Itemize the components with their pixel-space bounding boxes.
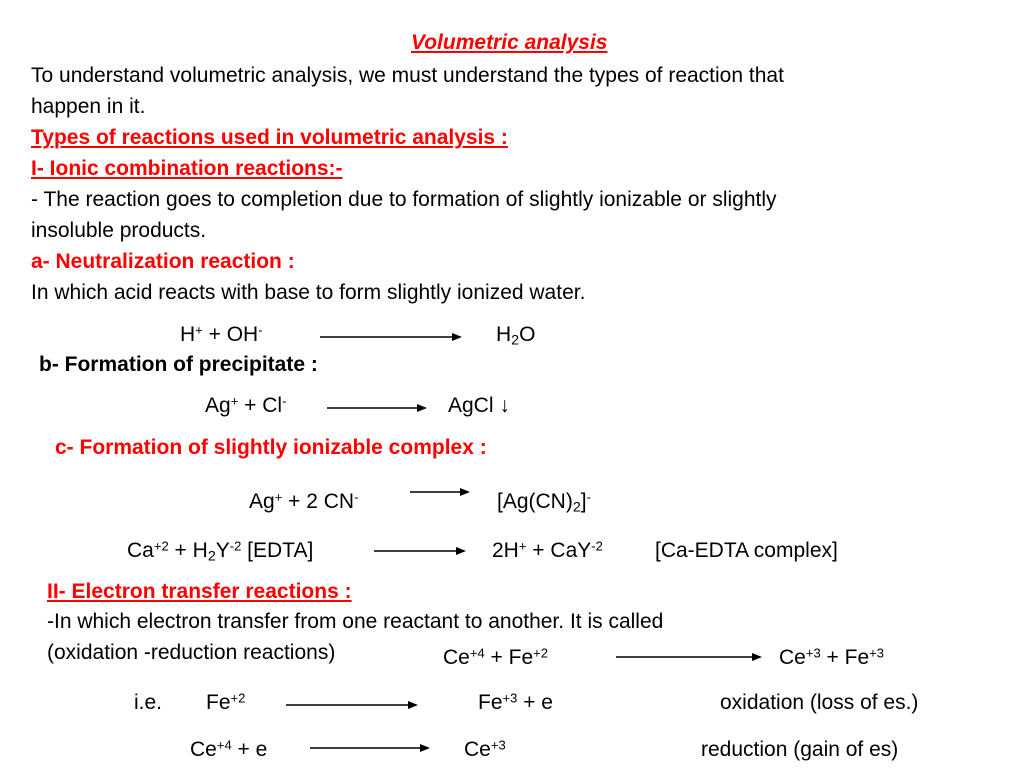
redox-eq-products: $Ce^{+3} + Fe^{+3}$ xyxy=(779,645,884,669)
precipitate-heading: b- Formation of precipitate : xyxy=(39,353,318,376)
oxidation-reactant: $Fe^{+2}$ xyxy=(206,690,246,714)
section-2-desc-line-1: -In which electron transfer from one reactant to another. It is called xyxy=(47,610,664,633)
reduction-label: reduction (gain of es) xyxy=(701,738,899,761)
neutralization-desc: In which acid reacts with base to form slightly ionized water. xyxy=(31,281,586,304)
intro-line-2: happen in it. xyxy=(31,95,146,118)
neutralization-product: $H_2O$ xyxy=(496,323,536,349)
precipitate-arrow xyxy=(327,402,427,414)
neutralization-arrow xyxy=(320,331,462,343)
section-1-heading: I- Ionic combination reactions:- xyxy=(31,157,343,180)
complex-eq2-reactants: $Ca^{+2} + H_2Y^{-2}$ [EDTA] xyxy=(127,538,314,565)
complex-eq1-reactants: Ag+ + 2 CN- xyxy=(249,489,359,513)
types-heading: Types of reactions used in volumetric analysis : xyxy=(31,126,508,149)
reduction-arrow xyxy=(310,742,430,754)
neutralization-reactants: H+ + OH- xyxy=(180,322,263,346)
section-2-desc-line-2: (oxidation -reduction reactions) xyxy=(47,641,336,664)
redox-eq-arrow xyxy=(616,651,762,663)
complex-eq2-product: 2H+ + CaY$^{-2}$ xyxy=(492,538,603,562)
redox-eq-reactants: $Ce^{+4} + Fe^{+2}$ xyxy=(443,645,548,669)
reduction-reactant: $Ce^{+4} + e$ xyxy=(190,737,268,761)
complex-eq2-arrow xyxy=(374,545,466,557)
page-title: Volumetric analysis xyxy=(411,31,608,54)
section-1-desc-line-1: - The reaction goes to completion due to formation of slightly ionizable or slightly xyxy=(31,188,777,211)
precipitate-product: AgCl ↓ xyxy=(448,394,510,417)
intro-line-1: To understand volumetric analysis, we must understand the types of reaction that xyxy=(31,64,784,87)
reduction-product: $Ce^{+3}$ xyxy=(464,737,506,761)
complex-heading: c- Formation of slightly ionizable complex : xyxy=(55,436,487,459)
oxidation-product: $Fe^{+3} + e$ xyxy=(478,690,553,714)
complex-eq1-product: $[Ag(CN)_2]^-$ xyxy=(497,489,591,516)
oxidation-label: oxidation (loss of es.) xyxy=(720,691,919,714)
down-arrow-icon: ↓ xyxy=(499,394,510,417)
complex-eq1-arrow xyxy=(410,486,470,498)
ie-label: i.e. xyxy=(134,691,163,714)
oxidation-arrow xyxy=(286,699,418,711)
section-1-desc-line-2: insoluble products. xyxy=(31,219,207,242)
complex-eq2-note: [Ca-EDTA complex] xyxy=(655,539,838,562)
neutralization-heading: a- Neutralization reaction : xyxy=(31,250,295,273)
precipitate-reactants: Ag+ + Cl- xyxy=(205,393,287,417)
section-2-heading: II- Electron transfer reactions : xyxy=(47,580,352,603)
